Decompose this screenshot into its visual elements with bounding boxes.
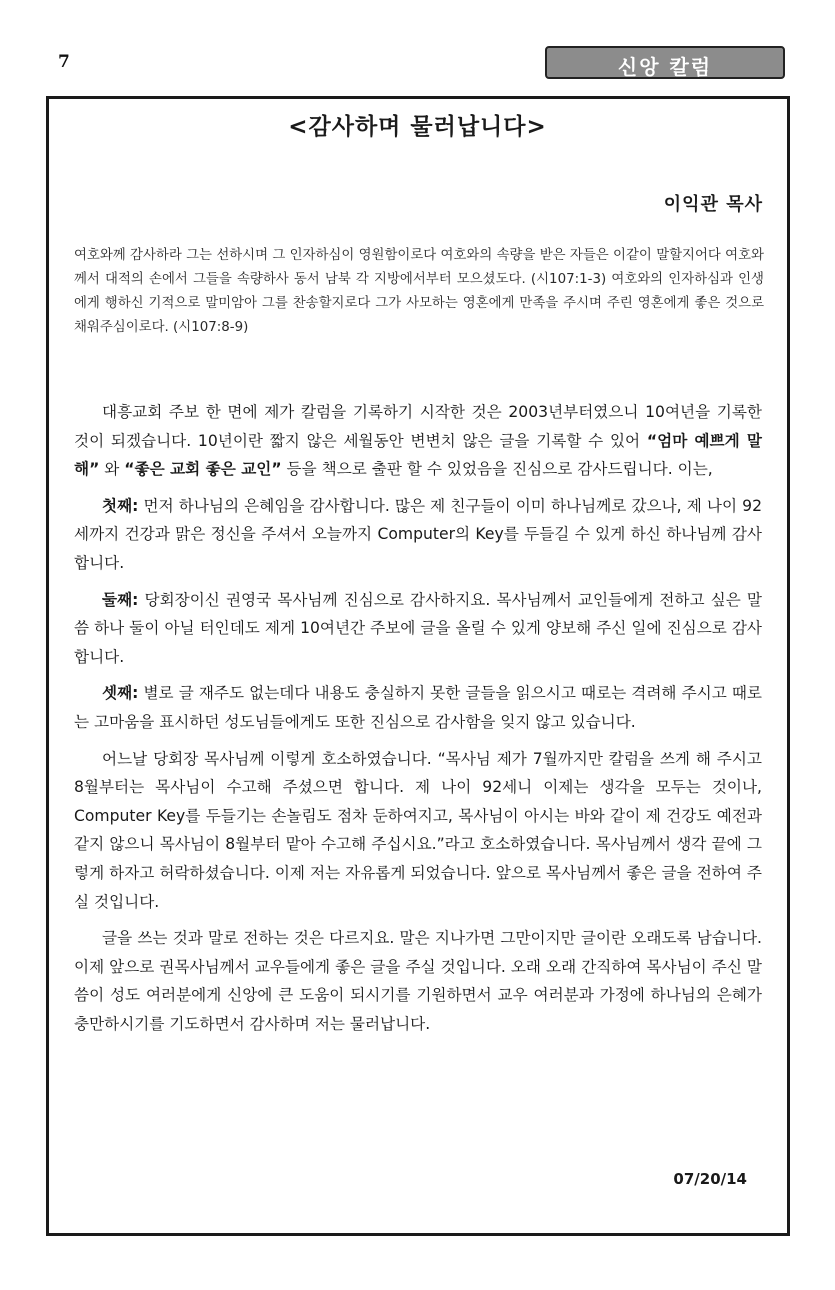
paragraph-third: 셋째: 별로 글 재주도 없는데다 내용도 충실하지 못한 글들을 읽으시고 때로는 격려해 주시고 때로는 고마움을 표시하던 성도님들에게도 또한 진심으로 감사함을 잊지 않고 있습니다. [74,684,762,731]
article-date: 07/20/14 [673,1170,747,1188]
first-label: 첫째: [102,496,139,515]
section-label: 신앙 칼럼 [617,55,713,79]
paragraph-intro: 대흥교회 주보 한 면에 제가 칼럼을 기록하기 시작한 것은 2003년부터였으니 10여년을 기록한 것이 되겠습니다. 10년이란 짧지 않은 세월동안 변변치 않은 글을 기록할 수 있어 “엄마 예쁘게 말해” 와 “좋은 교회 좋은 교인” 등을 책으로 출판 할 수 있었음을 진심으로 감사드립니다. 이는, [74,403,762,479]
article-author: 이익관 목사 [663,194,763,215]
book-title-1: “엄마 예쁘게 말해” [74,431,762,479]
page-number: 7 [58,52,70,72]
scripture-quote: 여호와께 감사하라 그는 선하시며 그 인자하심이 영원함이로다 여호와의 속량을 받은 자들은 이같이 말할지어다 여호와께서 대적의 손에서 그들을 속량하사 동서 남북 각 지방에서부터 모으셨도다. (시107:1-3) 여호와의 인자하심과 인생에게 행하신 기적으로 말미암아 그를 찬송할지로다 그가 사모하는 영혼에게 만족을 주시며 주린 영혼에게 좋은 것으로 채워주심이로다. (시107:8-9) [74,248,764,335]
paragraph-second: 둘째: 당회장이신 권영국 목사님께 진심으로 감사하지요. 목사님께서 교인들에게 전하고 싶은 말씀 하나 둘이 아닐 터인데도 제게 10여년간 주보에 글을 올릴 수 있게 양보해 주신 일에 진심으로 감사합니다. [74,590,762,666]
book-title-2: “좋은 교회 좋은 교인” [124,460,282,479]
section-tab [545,46,785,79]
article-title: <감사하며 물러납니다> [288,114,547,140]
paragraph-closing: 글을 쓰는 것과 말로 전하는 것은 다르지요. 말은 지나가면 그만이지만 글이란 오래도록 남습니다. 이제 앞으로 권목사님께서 교우들에게 좋은 글을 주실 것입니다. 오래 오래 간직하여 목사님이 주신 말씀이 성도 여러분에게 신앙에 큰 도움이 되시기를 기원하면서 교우 여러분과 가정에 하나님의 은혜가 충만하시기를 기도하면서 감사하며 저는 물러납니다. [74,929,762,1033]
third-label: 셋째: [102,684,139,703]
article-body [74,398,762,1046]
second-label: 둘째: [102,590,139,609]
paragraph-request: 어느날 당회장 목사님께 이렇게 호소하였습니다. “목사님 제가 7월까지만 칼럼을 쓰게 해 주시고 8월부터는 목사님이 수고해 주셨으면 합니다. 제 나이 92세니 이제는 생각을 모두는 것이나, Computer Key를 두들기는 손놀림도 점차 둔하여지고, 목사님이 아시는 바와 같이 제 건강도 예전과 같지 않으니 목사님이 8월부터 맡아 수고해 주십시요.”라고 호소하였습니다. 목사님께서 생각 끝에 그렇게 하자고 허락하셨습니다. 이제 저는 자유롭게 되었습니다. 앞으로 목사님께서 좋은 글을 전하여 주실 것입니다. [74,749,762,911]
paragraph-first: 첫째: 먼저 하나님의 은혜임을 감사합니다. 많은 제 친구들이 이미 하나님께로 갔으나, 제 나이 92세까지 건강과 맑은 정신을 주셔서 오늘까지 Computer의 Key를 두들길 수 있게 하신 하나님께 감사합니다. [74,496,762,572]
